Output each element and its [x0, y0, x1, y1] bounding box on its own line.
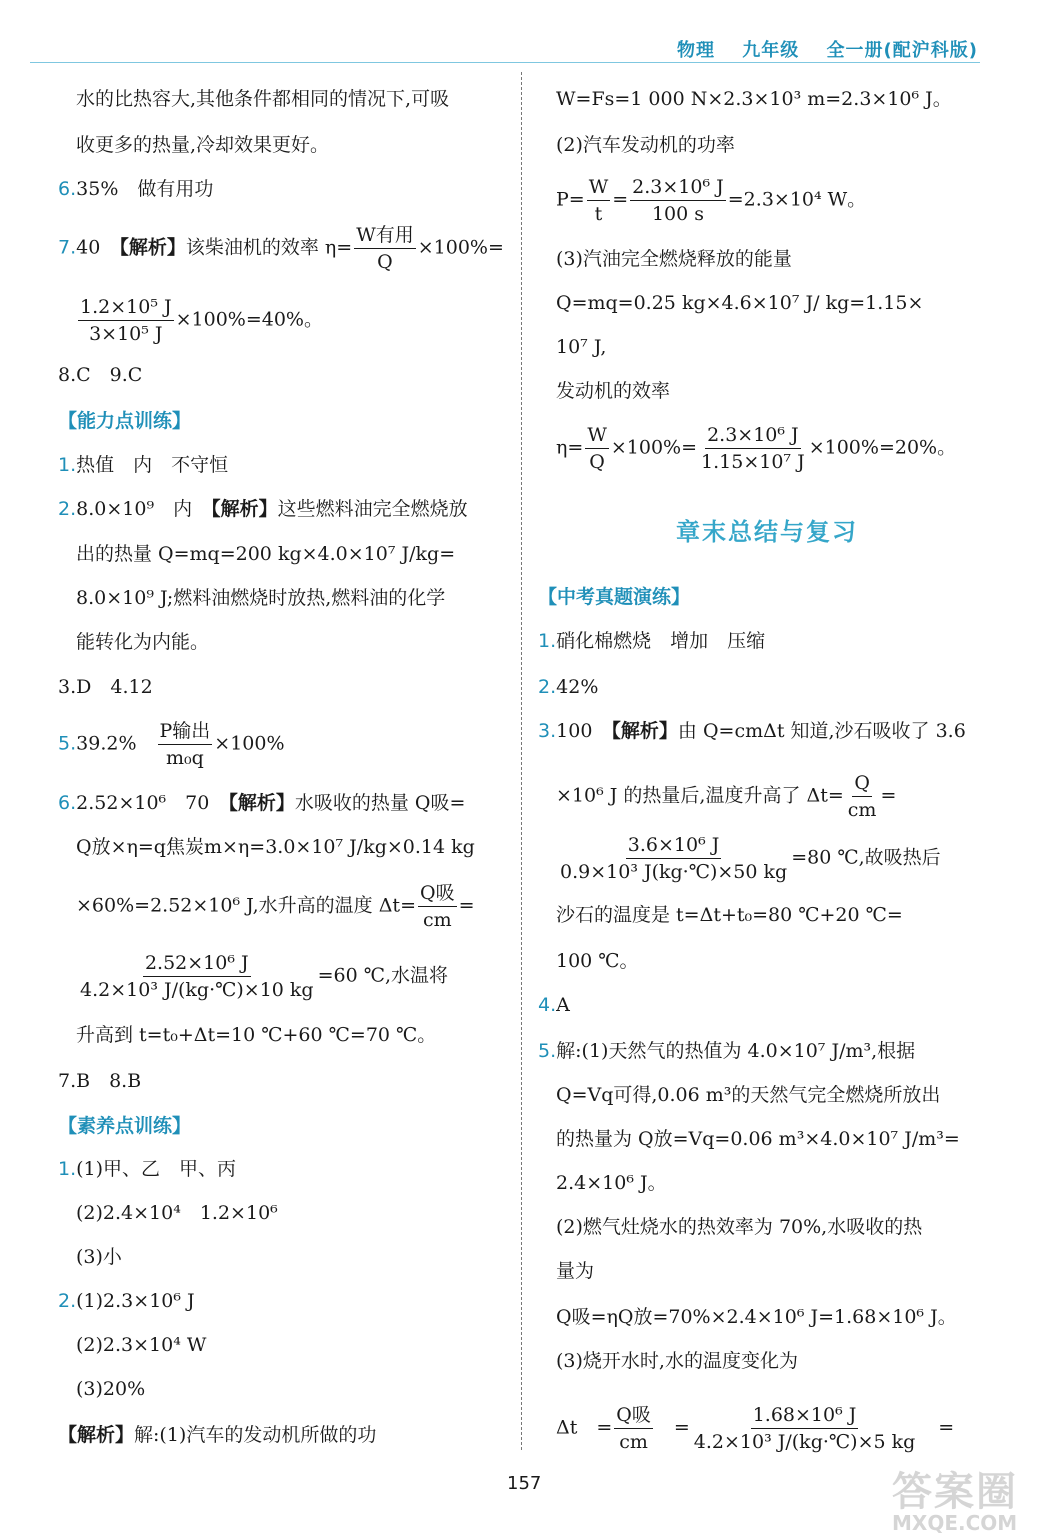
text-line: 水的比热容大,其他条件都相同的情况下,可吸 — [76, 88, 450, 110]
analysis-line — [58, 1422, 376, 1448]
answer-number: 4. — [538, 994, 557, 1016]
formula-line — [556, 176, 866, 225]
numerator: W — [587, 176, 611, 201]
answer-text: Δt = — [556, 1416, 613, 1439]
answer-7 — [58, 224, 504, 273]
answer-text: ×10⁶ J 的热量后,温度升高了 Δt= — [556, 784, 844, 807]
answer-text: ×100%=40%。 — [175, 308, 323, 331]
section-heading-literacy: 【素养点训练】 — [58, 1115, 192, 1137]
numerator: 1.68×10⁶ J — [751, 1404, 859, 1429]
answer-text: 8.0×10⁹ 内 — [76, 498, 212, 520]
fraction — [699, 424, 807, 473]
formula-line — [76, 882, 475, 931]
fraction — [692, 1404, 918, 1453]
fraction — [78, 296, 174, 345]
answer-number: 6. — [58, 178, 77, 200]
answer-text: = — [458, 894, 475, 917]
answer-text: ×100%=20%。 — [808, 436, 957, 459]
answer-text: 热值 内 不守恒 — [76, 454, 229, 476]
answer-number: 2. — [58, 498, 77, 520]
answer-text: = — [919, 1416, 955, 1439]
fraction — [418, 882, 457, 931]
watermark-url: MXQE.COM — [892, 1511, 1018, 1535]
answer-z4 — [538, 992, 570, 1018]
answer-text: ×100%= — [610, 436, 698, 459]
answer-s1 — [58, 1156, 236, 1182]
denominator: cm — [847, 799, 877, 821]
answer-number: 5. — [58, 732, 77, 755]
page-number: 157 — [507, 1473, 542, 1494]
numerator: Q吸 — [418, 882, 457, 907]
answer-number: 2. — [538, 676, 557, 698]
text-line: (3)20% — [76, 1378, 146, 1400]
fraction — [846, 772, 879, 821]
answer-number: 1. — [538, 630, 557, 652]
answer-z2 — [538, 674, 598, 700]
text-line: (2)2.3×10⁴ W — [76, 1334, 207, 1356]
text-line: 升高到 t=t₀+Δt=10 ℃+60 ℃=70 ℃。 — [76, 1024, 437, 1046]
fraction — [354, 224, 416, 273]
fraction — [158, 720, 213, 769]
formula-line — [556, 772, 896, 821]
numerator: 1.2×10⁵ J — [78, 296, 174, 321]
text-line: 能转化为内能。 — [76, 631, 210, 653]
numerator: Q — [852, 772, 872, 797]
numerator: 2.52×10⁶ J — [143, 952, 251, 977]
formula-line — [556, 424, 956, 473]
answer-text: 100 — [556, 720, 612, 742]
fraction — [558, 834, 789, 883]
answer-text: = — [612, 188, 629, 211]
fraction — [78, 952, 316, 1001]
answer-text: =80 ℃,故吸热后 — [791, 846, 941, 869]
fraction — [585, 424, 609, 473]
header-edition: 全一册(配沪科版) — [826, 40, 978, 61]
answer-text: 35% 做有用功 — [76, 178, 214, 200]
formula-line — [76, 296, 323, 345]
numerator: 2.3×10⁶ J — [630, 176, 726, 201]
answer-text: (1)2.3×10⁶ J — [76, 1290, 195, 1312]
answer-number: 3. — [538, 720, 557, 742]
text-line: Q吸=ηQ放=70%×2.4×10⁶ J=1.68×10⁶ J。 — [556, 1306, 957, 1328]
analysis-tag: 【解析】 — [211, 498, 278, 520]
denominator: Q — [377, 251, 393, 273]
text-line: W=Fs=1 000 N×2.3×10³ m=2.3×10⁶ J。 — [556, 88, 952, 110]
answer-number: 1. — [58, 1158, 77, 1180]
answer-n1 — [58, 452, 228, 478]
text-line: (3)小 — [76, 1246, 122, 1268]
text-line: 2.4×10⁶ J。 — [556, 1172, 667, 1194]
answer-z3 — [538, 718, 966, 744]
denominator: 1.15×10⁷ J — [701, 451, 805, 473]
formula-line — [556, 834, 941, 883]
formula-line — [556, 1404, 954, 1453]
text-line: 100 ℃。 — [556, 950, 639, 972]
analysis-tag: 【解析】 — [228, 792, 295, 814]
column-divider — [521, 72, 522, 1450]
numerator: W有用 — [354, 224, 416, 249]
chapter-title: 章末总结与复习 — [676, 517, 858, 546]
answer-text: ×100%= — [417, 236, 504, 259]
answer-n7-n8: 7.B 8.B — [58, 1070, 142, 1092]
answer-text: = — [880, 784, 897, 807]
answer-number: 5. — [538, 1040, 557, 1062]
watermark-text: 答案圈 — [892, 1469, 1018, 1515]
text-line: 出的热量 Q=mq=200 kg×4.0×10⁷ J/kg= — [76, 543, 456, 565]
section-heading-ability: 【能力点训练】 — [58, 410, 192, 432]
text-line: 发动机的效率 — [556, 380, 671, 402]
text-line: (3)烧开水时,水的温度变化为 — [556, 1350, 798, 1372]
analysis-tag: 【解析】 — [119, 236, 186, 259]
answer-text: 40 — [76, 236, 120, 259]
text-line: (2)2.4×10⁴ 1.2×10⁶ — [76, 1202, 278, 1224]
watermark-logo — [892, 1460, 1032, 1535]
answer-n2 — [58, 496, 468, 522]
text-line: Q=mq=0.25 kg×4.6×10⁷ J/ kg=1.15× — [556, 292, 924, 314]
answer-text: P= — [556, 188, 585, 211]
denominator: 0.9×10³ J(kg·℃)×50 kg — [560, 861, 788, 883]
answer-text: η= — [556, 436, 584, 459]
answer-text: 由 Q=cmΔt 知道,沙石吸收了 3.6 — [677, 720, 966, 742]
header-subject: 物理 — [676, 40, 715, 61]
denominator: 3×10⁵ J — [89, 323, 163, 345]
answer-n3-n4: 3.D 4.12 — [58, 676, 153, 698]
text-line: 沙石的温度是 t=Δt+t₀=80 ℃+20 ℃= — [556, 904, 903, 926]
answer-text: ×60%=2.52×10⁶ J,水升高的温度 Δt= — [76, 894, 416, 917]
answer-number: 1. — [58, 454, 77, 476]
header-grade: 九年级 — [742, 40, 800, 61]
answer-z5 — [538, 1038, 915, 1064]
answer-text: 2.52×10⁶ 70 — [76, 792, 229, 814]
answer-6 — [58, 176, 213, 202]
analysis-tag: 【解析】 — [58, 1424, 135, 1446]
denominator: cm — [422, 909, 452, 931]
denominator: cm — [619, 1431, 648, 1453]
text-line: Q放×η=q焦炭m×η=3.0×10⁷ J/kg×0.14 kg — [76, 836, 475, 858]
answer-text: 该柴油机的效率 η= — [185, 236, 353, 259]
denominator: 100 s — [651, 203, 704, 225]
denominator: 4.2×10³ J/(kg·℃)×5 kg — [693, 1431, 916, 1453]
answer-text: 解:(1)汽车的发动机所做的功 — [134, 1424, 377, 1446]
numerator: P输出 — [158, 720, 213, 745]
text-line: 收更多的热量,冷却效果更好。 — [76, 134, 330, 156]
page-header — [657, 36, 978, 62]
text-line: (2)燃气灶烧水的热效率为 70%,水吸收的热 — [556, 1216, 923, 1238]
analysis-tag: 【解析】 — [611, 720, 678, 742]
numerator: 3.6×10⁶ J — [626, 834, 722, 859]
answer-text: (1)甲、乙 甲、丙 — [76, 1158, 237, 1180]
answer-number: 7. — [58, 236, 77, 259]
fraction — [630, 176, 726, 225]
fraction — [614, 1404, 653, 1453]
header-rule — [30, 62, 980, 63]
section-heading-exam: 【中考真题演练】 — [538, 586, 691, 608]
answer-z1 — [538, 628, 765, 654]
numerator: Q吸 — [614, 1404, 653, 1429]
text-line: 的热量为 Q放=Vq=0.06 m³×4.0×10⁷ J/m³= — [556, 1128, 960, 1150]
text-line: (2)汽车发动机的功率 — [556, 134, 735, 156]
answer-n6 — [58, 790, 465, 816]
numerator: W — [585, 424, 609, 449]
answer-n5 — [58, 720, 285, 769]
numerator: 2.3×10⁶ J — [705, 424, 801, 449]
denominator: 4.2×10³ J/(kg·℃)×10 kg — [80, 979, 314, 1001]
answer-text: 42% — [556, 676, 599, 698]
answer-text: 这些燃料油完全燃烧放 — [277, 498, 468, 520]
answer-text: 解:(1)天然气的热值为 4.0×10⁷ J/m³,根据 — [556, 1040, 916, 1062]
denominator: m₀q — [166, 747, 204, 769]
answer-text: ×100% — [214, 732, 285, 755]
text-line: (3)汽油完全燃烧释放的能量 — [556, 248, 792, 270]
answer-text: =60 ℃,水温将 — [317, 964, 449, 987]
fraction — [587, 176, 611, 225]
answer-text: =2.3×10⁴ W。 — [727, 188, 867, 211]
denominator: t — [594, 203, 603, 225]
answer-text: 水吸收的热量 Q吸= — [294, 792, 466, 814]
answer-text: A — [556, 994, 570, 1016]
answer-number: 6. — [58, 792, 77, 814]
text-line: 8.0×10⁹ J;燃料油燃烧时放热,燃料油的化学 — [76, 587, 446, 609]
text-line: 量为 — [556, 1260, 595, 1282]
answer-text: 硝化棉燃烧 增加 压缩 — [556, 630, 766, 652]
answer-s2 — [58, 1288, 195, 1314]
answer-number: 2. — [58, 1290, 77, 1312]
text-line: 10⁷ J, — [556, 336, 607, 358]
answer-8-9: 8.C 9.C — [58, 364, 143, 386]
text-line: Q=Vq可得,0.06 m³的天然气完全燃烧所放出 — [556, 1084, 941, 1106]
denominator: Q — [589, 451, 605, 473]
formula-line — [76, 952, 448, 1001]
answer-text: = — [654, 1416, 690, 1439]
answer-text: 39.2% — [76, 732, 156, 755]
